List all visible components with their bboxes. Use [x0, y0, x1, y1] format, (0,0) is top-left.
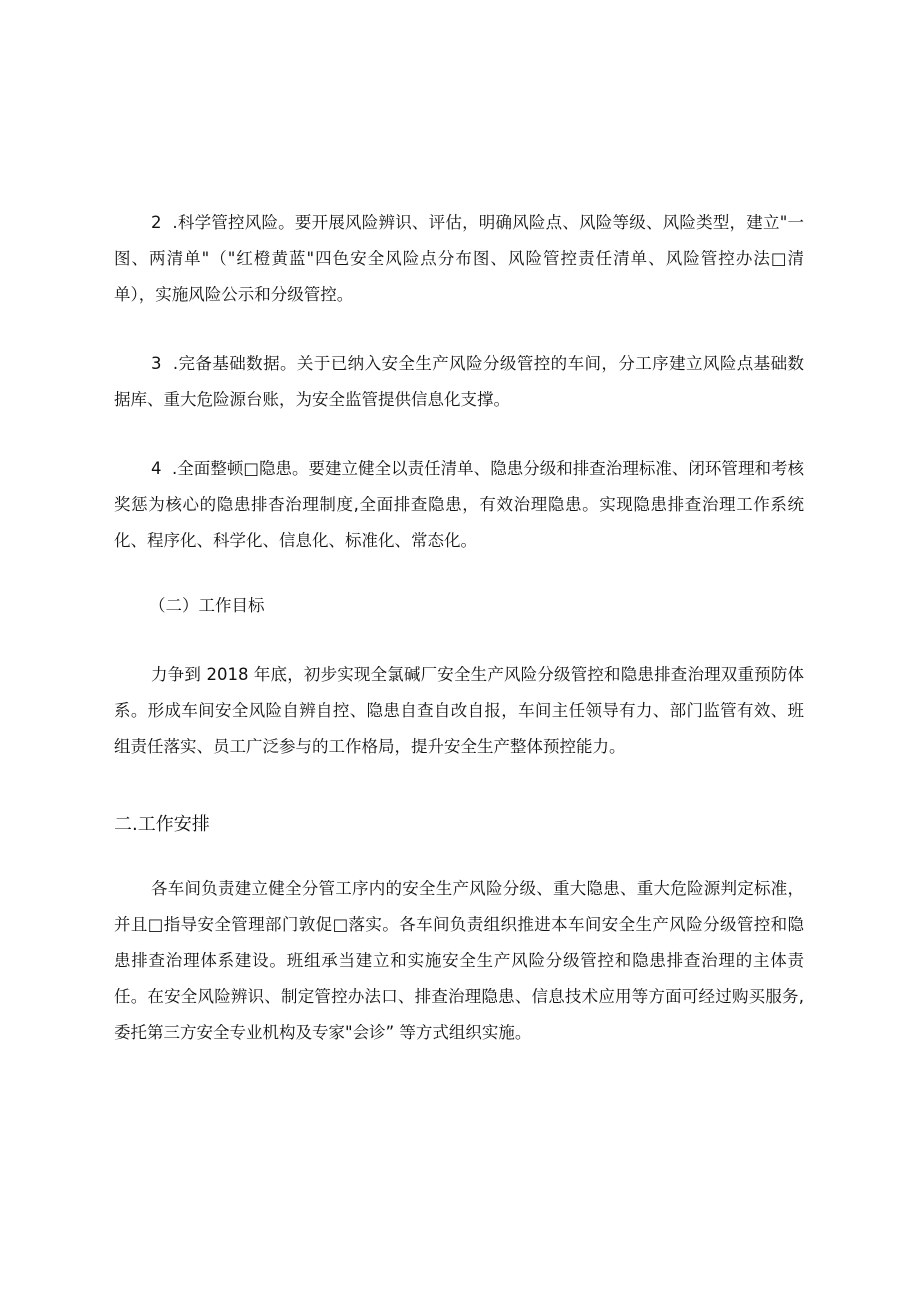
item-4-paragraph: 4 .全面整顿□隐患。要建立健全以责任清单、隐患分级和排查治理标准、闭环管理和考核奖惩为核心的隐患排杳治理制度,全面排查隐患，有效治理隐患。实现隐患排查治理工作系统化、程序化、科学化、信息化、标准化、常态化。	[114, 459, 804, 550]
item-2-paragraph: 2 .科学管控风险。要开展风险辨识、评估，明确风险点、风险等级、风险类型，建立"一图、两清单"（"红橙黄蓝"四色安全风险点分布图、风险管控责任清单、风险管控办法□清单），实施风险公示和分级管控。	[114, 213, 804, 304]
item-3-paragraph: 3 .完备基础数据。关于已纳入安全生产风险分级管控的车间，分工序建立风险点基础数据库、重大危险源台账，为安全监管提供信息化支撑。	[114, 354, 804, 409]
section-heading: 二.工作安排	[114, 814, 210, 835]
arrangement-paragraph: 各车间负责建立健全分管工序内的安全生产风险分级、重大隐患、重大危险源判定标准，并且□指导安全管理部门敦促□落实。各车间负责组织推进本车间安全生产风险分级管控和隐患排查治理体系建设。班组承当建立和实施安全生产风险分级管控和隐患排查治理的主体责任。在安全风险辨识、制定管控办法口、排查治理隐患、信息技术应用等方面可经过购买服务,委托第三方安全专业机构及专家"会诊” 等方式组织实施。	[114, 879, 804, 1042]
goal-subheading: （二）工作目标	[149, 596, 265, 615]
goal-paragraph: 力争到 2018 年底，初步实现全氯碱厂安全生产风险分级管控和隐患排查治理双重预防体系。形成车间安全风险自辨自控、隐患自查自改自报，车间主任领导有力、部门监管有效、班组责任落实、员工广泛参与的工作格局，提升安全生产整体预控能力。	[114, 665, 804, 756]
